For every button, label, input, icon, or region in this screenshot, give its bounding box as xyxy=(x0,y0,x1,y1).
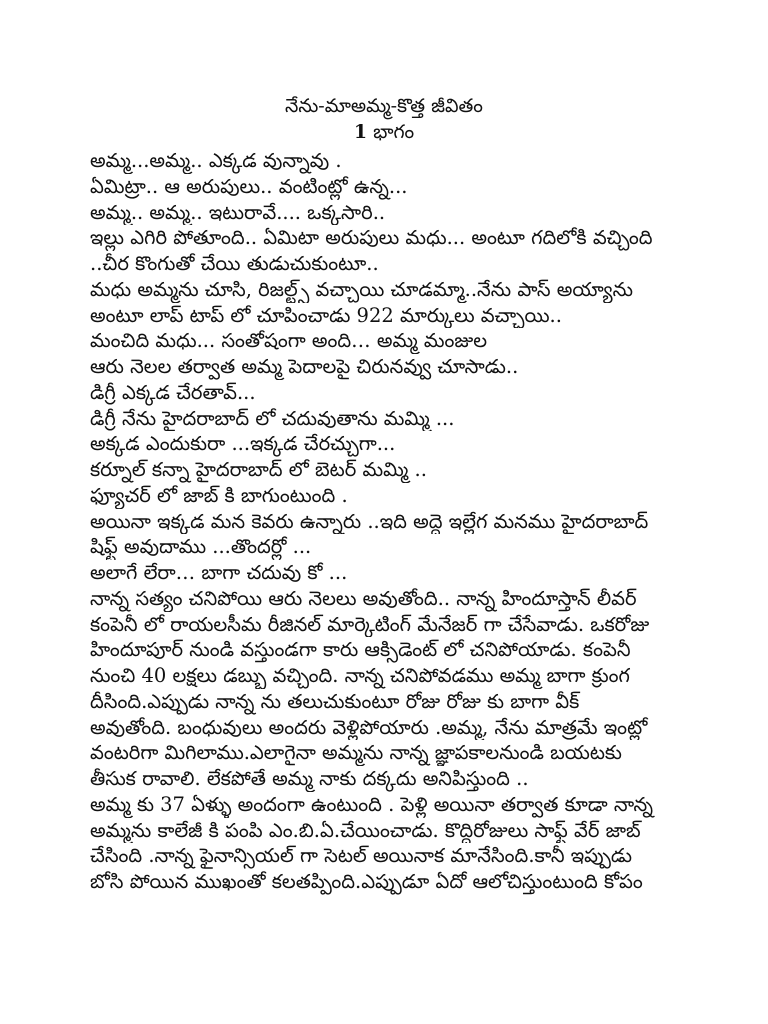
text-line: అంటూ లాప్ టాప్ లో చూపించాడు 922 మార్కులు వచ్చాయి.. xyxy=(90,303,562,327)
text-line: ఇల్లు ఎగిరి పోతూంది.. ఏమిటా అరుపులు మధు... అంటూ గదిలోకి వచ్చింది xyxy=(90,226,653,250)
text-line: ఆరు నెలల తర్వాత అమ్మ పెదాలపై చిరునవ్వు చూసాడు.. xyxy=(90,355,519,378)
text-line: చేసింది .నాన్న ఫైనాన్సియల్ గా సెటల్ అయినాక మానేసింది.కానీ ఇప్పుడు xyxy=(90,844,633,868)
text-line: అమ్మ.. అమ్మ.. ఇటురావే.... ఒక్కసారి.. xyxy=(90,200,386,224)
part-number: 1 xyxy=(353,121,368,143)
text-line: అమ్మ...అమ్మ.. ఎక్కడ వున్నావు . xyxy=(90,149,342,172)
text-line: హిందూపూర్ నుండి వస్తుండగా కారు ఆక్సిడెంట్ లో చనిపోయాడు. కంపెనీ xyxy=(90,638,631,662)
text-line: అమ్మను కాలేజీ కి పంపి ఎం.బి.ఏ.చేయించాడు. కొద్దిరోజులు సాఫ్ట్ వేర్ జాబ్ xyxy=(90,818,641,842)
text-line: డిగ్రీ ఎక్కడ చేరతావ్... xyxy=(90,380,256,404)
document-body xyxy=(90,148,690,895)
text-line: తీసుక రావాలి. లేకపోతే అమ్మ నాకు దక్కదు అనిపిస్తుంది .. xyxy=(90,767,529,790)
text-line: దీసింది.ఎప్పుడు నాన్న ను తలుచుకుంటూ రోజు రోజు కు బాగా వీక్ xyxy=(90,689,580,713)
text-line: అవుతోంది. బంధువులు అందరు వెళ్లిపోయారు .అమ్మ, నేను మాత్రమే ఇంట్లో xyxy=(90,715,648,739)
text-line: నాన్న సత్యం చనిపోయి ఆరు నెలలు అవుతోంది.. నాన్న హిందూస్తాన్ లీవర్ xyxy=(90,586,637,610)
text-line: మంచిది మధు... సంతోషంగా అంది… అమ్మ మంజుల xyxy=(90,329,488,353)
part-label: భాగం xyxy=(373,121,415,143)
text-line: అక్కడ ఎందుకురా ...ఇక్కడ చేరచ్చుగా... xyxy=(90,432,396,456)
text-line: మధు అమ్మను చూసి, రిజల్ట్స్ వచ్చాయి చూడమ్మా..నేను పాస్ అయ్యాను xyxy=(90,277,634,301)
text-line: వంటరిగా మిగిలాము.ఎలాగైనా అమ్మను నాన్న జ్ఞాపకాలనుండి బయటకు xyxy=(90,741,622,765)
text-line: అలాగే లేరా… బాగా చదువు కో ... xyxy=(90,561,348,584)
text-line: అమ్మ కు 37 ఏళ్ళు అందంగా ఉంటుంది . పెళ్లి అయినా తర్వాత కూడా నాన్న xyxy=(90,792,654,816)
text-line: నుంచి 40 లక్షలు డబ్బు వచ్చింది. నాన్న చనిపోవడము అమ్మ బాగా క్రుంగ xyxy=(90,664,630,687)
document-title: నేను-మాఅమ్మ-కొత్త జీవితం xyxy=(285,95,483,117)
text-line: కర్నూల్ కన్నా హైదరాబాద్ లో బెటర్ మమ్మి .. xyxy=(90,458,427,481)
text-line: అయినా ఇక్కడ మన కెవరు ఉన్నారు ..ఇది అద్దె ఇల్లేగ మనము హైదరాబాద్ xyxy=(90,509,649,533)
text-line: ఫ్యూచర్ లో జాబ్ కి బాగుంటుంది . xyxy=(90,483,348,507)
text-line: కంపెనీ లో రాయలసీమ రీజినల్ మార్కెటింగ్ మేనేజర్ గా చేసేవాడు. ఒకరోజు xyxy=(90,612,650,636)
text-line: షిఫ్ట్ అవుదాము ...తొందర్లో ... xyxy=(90,535,312,559)
document-subtitle xyxy=(0,120,768,144)
text-line: ఏమిట్రా.. ఆ అరుపులు.. వంటింట్లో ఉన్న... xyxy=(90,174,408,198)
text-line: ..చీర కొంగుతో చేయి తుడుచుకుంటూ.. xyxy=(90,252,379,275)
text-line: బోసి పోయిన ముఖంతో కలతప్పింది.ఎప్పుడూ ఏదో ఆలోచిస్తుంటుంది కోపం xyxy=(90,870,643,893)
text-line: డిగ్రీ నేను హైదరాబాద్ లో చదువుతాను మమ్మి ... xyxy=(90,406,455,430)
